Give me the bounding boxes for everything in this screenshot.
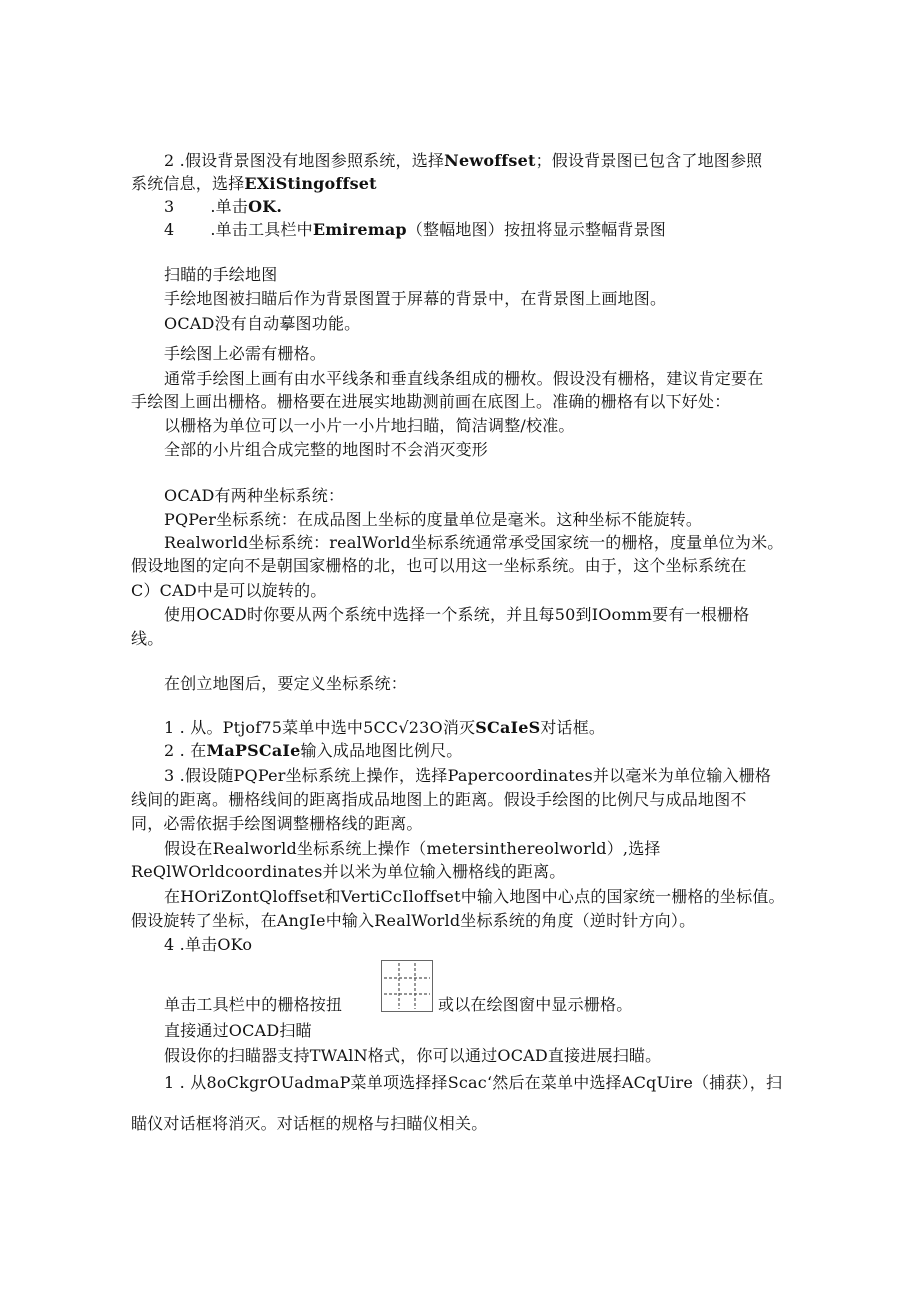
- grid-icon: [381, 960, 433, 1012]
- grid-button-line-before: 单击工具栏中的栅格按扭: [164, 995, 343, 1014]
- paragraph: 线。: [131, 629, 164, 648]
- paragraph: 同，必需依据手绘图调整栅格线的距离。: [131, 814, 423, 833]
- paragraph: 在HOriZontQloffset和VertiCcIloffset中输入地图中心点的国家统一栅格的坐标值。: [164, 887, 785, 906]
- step-2-new-offset: 2 .假设背景图没有地图参照系统，选择Newoffset；假设背景图已包含了地图参照: [164, 151, 763, 170]
- section-heading-define-coordinates: 在创立地图后，要定义坐标系统：: [164, 674, 408, 693]
- step-3-paper-coordinates: 3 .假设随PQPer坐标系统上操作，选择Papercoordinates并以毫米为单位输入栅格: [164, 766, 772, 785]
- grid-button-line-after: 或以在绘图窗中显示栅格。: [438, 995, 633, 1014]
- section-heading-direct-scan: 直接通过OCAD扫瞄: [164, 1021, 312, 1040]
- paragraph: 通常手绘图上画有由水平线条和垂直线条组成的栅枚。假设没有栅格，建议肯定要在: [164, 369, 764, 388]
- paragraph: 假设在Realworld坐标系统上操作（metersinthereolworld）,选择: [164, 839, 661, 858]
- paragraph: 线间的距离。栅格线间的距离指成品地图上的距离。假设手绘图的比例尺与成品地图不: [131, 790, 747, 809]
- paragraph: 手绘图上画出栅格。栅格要在进展实地勘测前画在底图上。准确的栅格有以下好处：: [131, 392, 731, 411]
- paragraph: 假设旋转了坐标，在AngIe中输入RealWorld坐标系统的角度（逆时针方向）。: [131, 911, 696, 930]
- step-2-map-scale: 2 . 在MaPSCaIe输入成品地图比例尺。: [164, 741, 463, 760]
- paragraph: Realworld坐标系统：realWorld坐标系统通常承受国家统一的栅格，度量单位为米。: [164, 533, 784, 552]
- step-2-continuation: 系统信息，选择EXiStingoffset: [131, 174, 377, 193]
- step-4-entire-map: 4 .单击工具栏中Emiremap（整幅地图）按扭将显示整幅背景图: [164, 220, 666, 239]
- paragraph: 假设你的扫瞄器支持TWAlN格式，你可以通过OCAD直接进展扫瞄。: [164, 1046, 662, 1065]
- paragraph: 使用OCAD时你要从两个系统中选择一个系统，并且每50到IOomm要有一根栅格: [164, 605, 750, 624]
- paragraph: 手绘地图被扫瞄后作为背景图置于屏幕的背景中，在背景图上画地图。: [164, 289, 667, 308]
- step-1-acquire: 1 . 从8oCkgrOUadmaP菜单项选择择Scac‘然后在菜单中选择ACqUire（捕获），扫: [164, 1073, 783, 1092]
- paragraph: C）CAD中是可以旋转的。: [131, 581, 327, 600]
- section-heading-coordinates: OCAD有两种坐标系统：: [164, 486, 345, 505]
- step-3-click-ok: 3 .单击OK.: [164, 197, 283, 216]
- step-4-click-ok: 4 .单击OKo: [164, 935, 253, 954]
- paragraph: PQPer坐标系统：在成品图上坐标的度量单位是毫米。这种坐标不能旋转。: [164, 510, 703, 529]
- paragraph: 手绘图上必需有栅格。: [164, 344, 327, 363]
- paragraph: 以栅格为单位可以一小片一小片地扫瞄，简洁调整/校准。: [164, 416, 575, 435]
- step-1-scales-dialog: 1 . 从。Ptjof75菜单中选中5CC√23O消灭SCaIeS对话框。: [164, 718, 606, 737]
- paragraph: ReQlWOrldcoordinates并以米为单位输入栅格线的距离。: [131, 862, 566, 881]
- paragraph: 全部的小片组合成完整的地图时不会消灭变形: [164, 440, 489, 459]
- paragraph: OCAD没有自动摹图功能。: [164, 314, 361, 333]
- paragraph: 瞄仪对话框将消灭。对话框的规格与扫瞄仪相关。: [131, 1114, 488, 1133]
- paragraph: 假设地图的定向不是朝国家栅格的北，也可以用这一坐标系统。由于，这个坐标系统在: [131, 556, 747, 575]
- section-heading-scanned-map: 扫瞄的手绘地图: [164, 265, 278, 284]
